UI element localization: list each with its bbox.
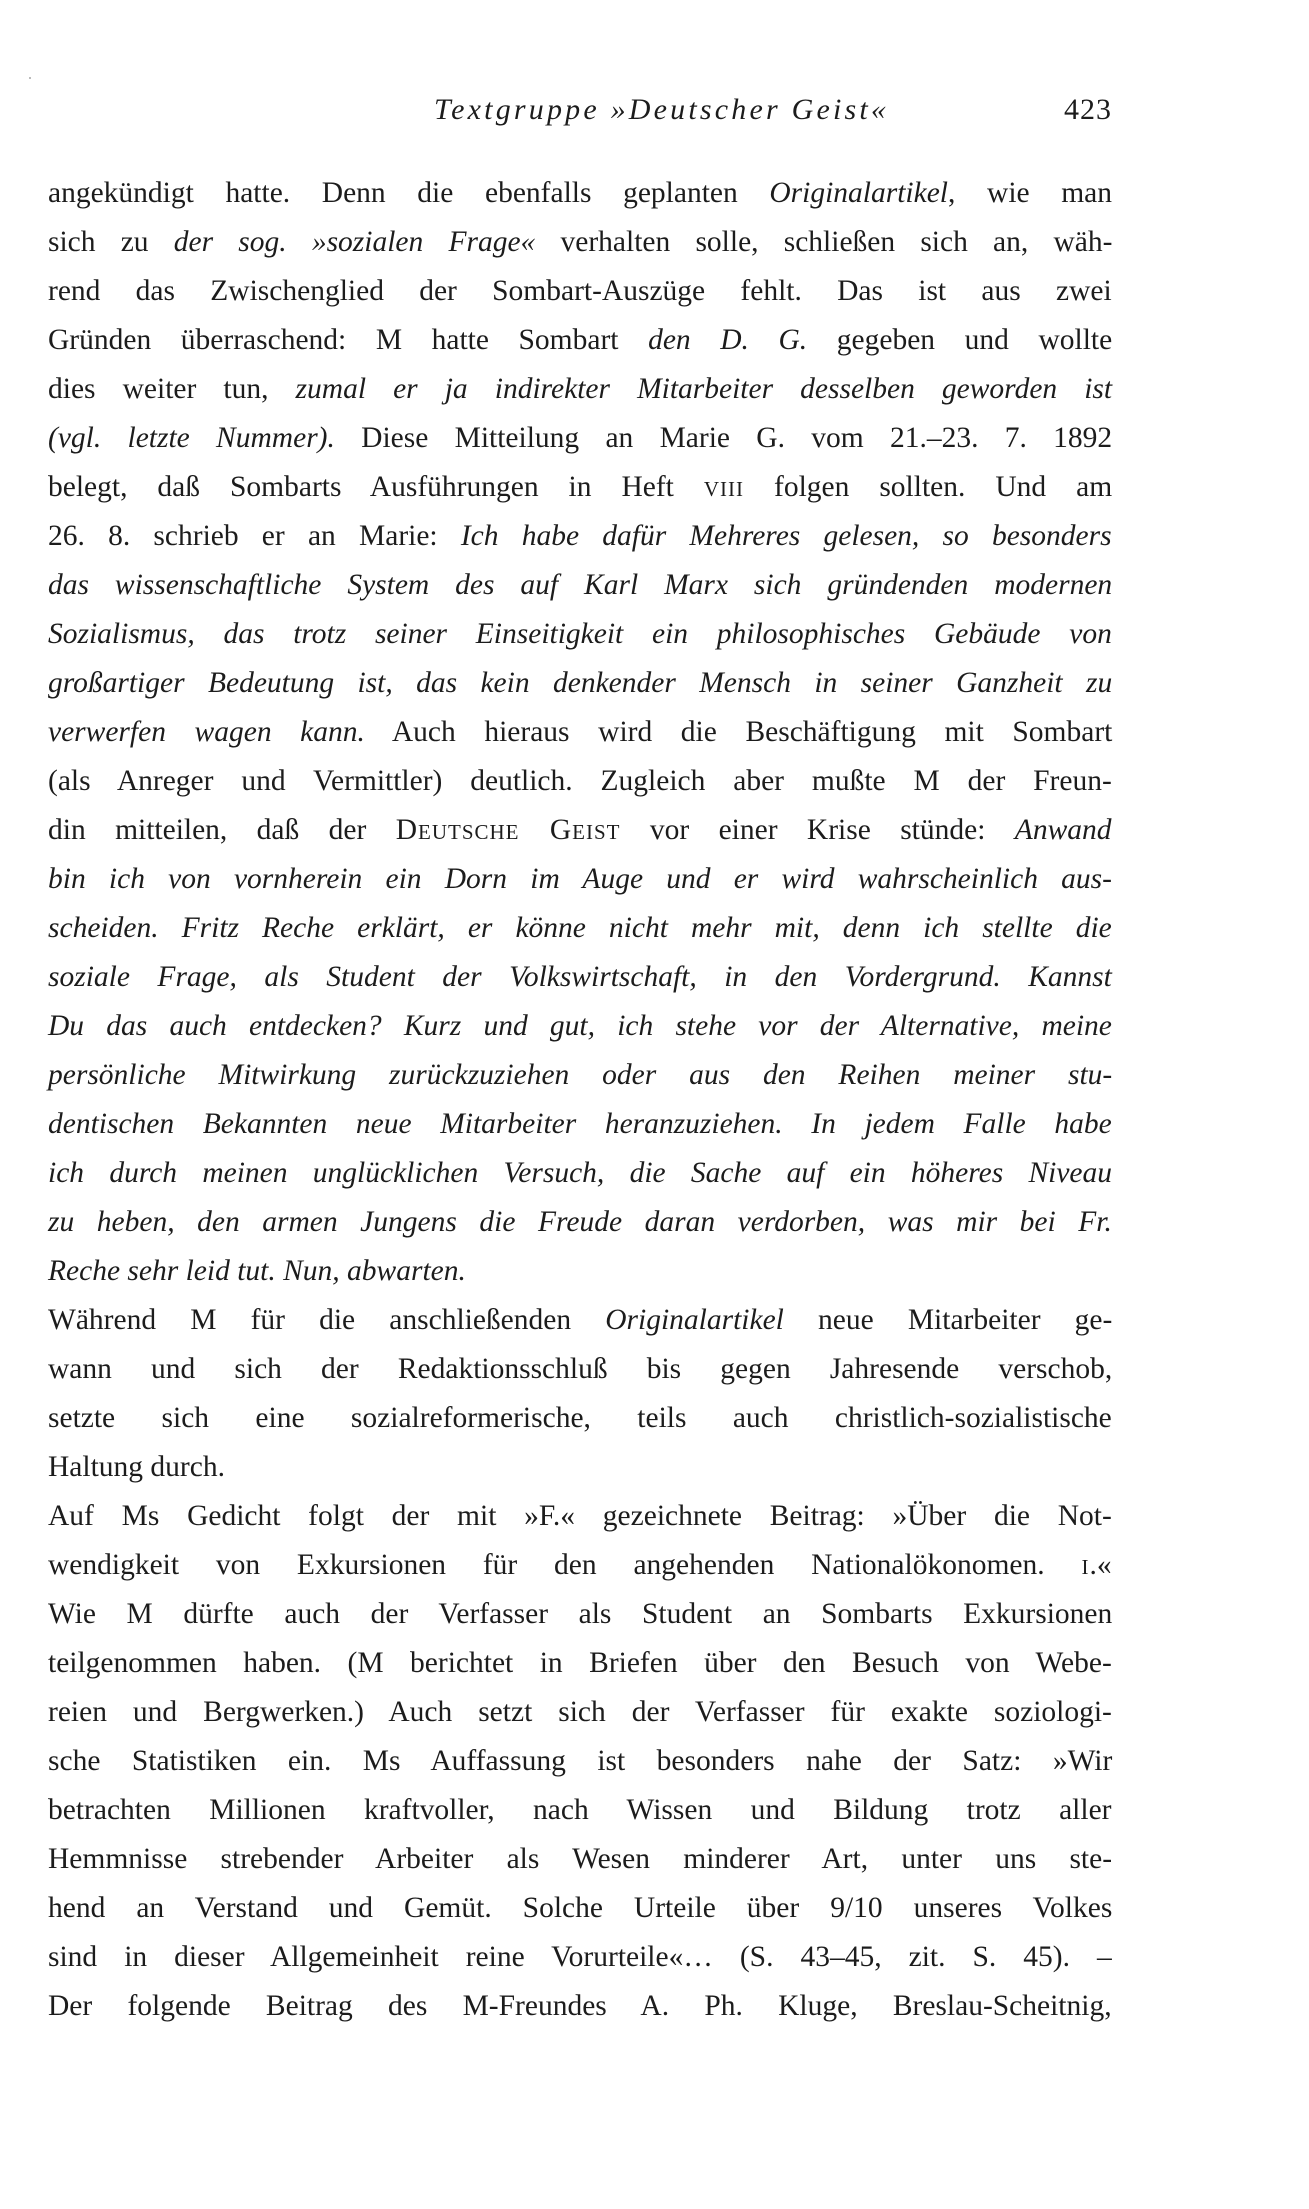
roman-text: Diese Mitteilung an Marie G. vom 21.–23. 7. 1892 [334, 422, 1113, 454]
body-text [48, 169, 1112, 2031]
roman-text: 26. 8. schrieb er an Marie: [48, 520, 461, 552]
text-line [48, 806, 1112, 855]
text-line [48, 1002, 1112, 1051]
roman-text: Während M für die anschließenden [48, 1304, 606, 1336]
text-line [48, 1345, 1112, 1394]
text-line [48, 169, 1112, 218]
roman-text: reien und Bergwerken.) Auch setzt sich der Verfasser für exakte soziologi- [48, 1696, 1112, 1728]
text-line [48, 1933, 1112, 1982]
text-line [48, 365, 1112, 414]
italic-text: bin ich von vornherein ein Dorn im Auge und er wird wahrscheinlich aus- [48, 863, 1112, 895]
text-line [48, 904, 1112, 953]
text-line [48, 1247, 1112, 1296]
italic-text: soziale Frage, als Student der Volkswirtschaft, in den Vordergrund. Kannst [48, 961, 1112, 993]
running-head-title: Textgruppe »Deutscher Geist« [434, 93, 890, 126]
italic-text: ich durch meinen unglücklichen Versuch, die Sache auf ein höheres Niveau [48, 1157, 1113, 1189]
text-line [48, 1541, 1112, 1590]
roman-text: setzte sich eine sozialreformerische, teils auch christlich-sozialistische [48, 1402, 1112, 1434]
italic-text: Sozialismus, das trotz seiner Einseitigkeit ein philosophisches Gebäude von [48, 618, 1112, 650]
italic-text: Anwand [1014, 814, 1112, 846]
text-line [48, 1394, 1112, 1443]
roman-text: wann und sich der Redaktionsschluß bis gegen Jahresende verschob, [48, 1353, 1113, 1385]
italic-text: persönliche Mitwirkung zurückzuziehen oder aus den Reihen meiner stu- [48, 1059, 1113, 1091]
italic-text: zu heben, den armen Jungens die Freude daran verdorben, was mir bei Fr. [48, 1206, 1112, 1238]
text-line [48, 1149, 1112, 1198]
text-line [48, 1443, 1112, 1492]
text-line [48, 1639, 1112, 1688]
text-line [48, 953, 1112, 1002]
roman-text: Wie M dürfte auch der Verfasser als Student an Sombarts Exkursionen [48, 1598, 1113, 1630]
text-line [48, 316, 1112, 365]
text-line [48, 512, 1112, 561]
running-head [48, 88, 1112, 132]
roman-text: Haltung durch. [48, 1451, 225, 1483]
small-caps-text: viii [703, 471, 745, 503]
roman-text: vor einer Krise stünde: [620, 814, 1015, 846]
roman-text: belegt, daß Sombarts Ausführungen in Heft [48, 471, 704, 503]
text-line [48, 1296, 1112, 1345]
roman-text: .« [1089, 1549, 1112, 1581]
italic-text: großartiger Bedeutung ist, das kein denkender Mensch in seiner Ganzheit zu [48, 667, 1113, 699]
text-line [48, 463, 1112, 512]
roman-text: Auf Ms Gedicht folgt der mit »F.« gezeichnete Beitrag: »Über die Not- [48, 1500, 1112, 1532]
italic-text: der sog. »sozialen Frage« [173, 226, 536, 258]
italic-text: Originalartikel [605, 1304, 784, 1336]
roman-text: wendigkeit von Exkursionen für den angehenden Nationalökonomen. [48, 1549, 1082, 1581]
roman-text: , wie man [948, 177, 1113, 209]
roman-text: din mitteilen, daß der [48, 814, 396, 846]
roman-text: Auch hieraus wird die Beschäftigung mit Sombart [364, 716, 1113, 748]
italic-text: Du das auch entdecken? Kurz und gut, ich stehe vor der Alternative, meine [48, 1010, 1112, 1042]
text-line [48, 757, 1112, 806]
text-line [48, 1835, 1112, 1884]
italic-text: scheiden. Fritz Reche erklärt, er könne nicht mehr mit, denn ich stellte die [48, 912, 1112, 944]
roman-text: dies weiter tun, [48, 373, 296, 405]
text-line [48, 659, 1112, 708]
roman-text: betrachten Millionen kraftvoller, nach Wissen und Bildung trotz aller [48, 1794, 1112, 1826]
text-line [48, 708, 1112, 757]
italic-text: (vgl. letzte Nummer). [48, 422, 335, 454]
roman-text: verhalten solle, schließen sich an, wäh- [535, 226, 1113, 258]
roman-text: sich zu [48, 226, 174, 258]
text-line [48, 610, 1112, 659]
roman-text: (als Anreger und Vermittler) deutlich. Zugleich aber mußte M der Freun- [48, 765, 1112, 797]
page-number: 423 [1064, 93, 1112, 126]
text-line [48, 1051, 1112, 1100]
text-line [48, 561, 1112, 610]
text-line [48, 1688, 1112, 1737]
text-line [48, 1198, 1112, 1247]
italic-text: Reche sehr leid tut. Nun, abwarten. [48, 1255, 466, 1287]
text-line [48, 1786, 1112, 1835]
roman-text: Gründen überraschend: M hatte Sombart [48, 324, 649, 356]
italic-text: verwerfen wagen kann. [48, 716, 365, 748]
italic-text: zumal er ja indirekter Mitarbeiter desselben geworden ist [295, 373, 1113, 405]
italic-text: den D. G. [648, 324, 808, 356]
roman-text: sche Statistiken ein. Ms Auffassung ist besonders nahe der Satz: »Wir [48, 1745, 1113, 1777]
roman-text: teilgenommen haben. (M berichtet in Briefen über den Besuch von Webe- [48, 1647, 1112, 1679]
roman-text: neue Mitarbeiter ge- [783, 1304, 1113, 1336]
roman-text: rend das Zwischenglied der Sombart-Auszüge fehlt. Das ist aus zwei [48, 275, 1112, 307]
text-line [48, 414, 1112, 463]
text-line [48, 267, 1112, 316]
italic-text: das wissenschaftliche System des auf Karl Marx sich gründenden modernen [48, 569, 1113, 601]
small-caps-text: i [1081, 1549, 1090, 1581]
italic-text: Originalartikel [769, 177, 949, 209]
text-line [48, 218, 1112, 267]
text-line [48, 1982, 1112, 2031]
roman-text: hend an Verstand und Gemüt. Solche Urteile über 9/10 unseres Volkes [48, 1892, 1113, 1924]
text-line [48, 1737, 1112, 1786]
roman-text: sind in dieser Allgemeinheit reine Vorurteile«… (S. 43–45, zit. S. 45). – [48, 1941, 1112, 1973]
small-caps-text: Deutsche Geist [395, 814, 621, 846]
text-line [48, 1884, 1112, 1933]
roman-text: Hemmnisse strebender Arbeiter als Wesen minderer Art, unter uns ste- [48, 1843, 1113, 1875]
roman-text: Der folgende Beitrag des M-Freundes A. Ph. Kluge, Breslau-Scheitnig, [48, 1990, 1112, 2022]
roman-text: gegeben und wollte [807, 324, 1113, 356]
scan-speck [29, 77, 31, 79]
text-line [48, 1492, 1112, 1541]
text-line [48, 1100, 1112, 1149]
italic-text: dentischen Bekannten neue Mitarbeiter heranzuziehen. In jedem Falle habe [48, 1108, 1112, 1140]
roman-text: folgen sollten. Und am [744, 471, 1113, 503]
text-line [48, 855, 1112, 904]
roman-text: angekündigt hatte. Denn die ebenfalls geplanten [48, 177, 770, 209]
italic-text: Ich habe dafür Mehreres gelesen, so besonders [460, 520, 1112, 552]
text-line [48, 1590, 1112, 1639]
